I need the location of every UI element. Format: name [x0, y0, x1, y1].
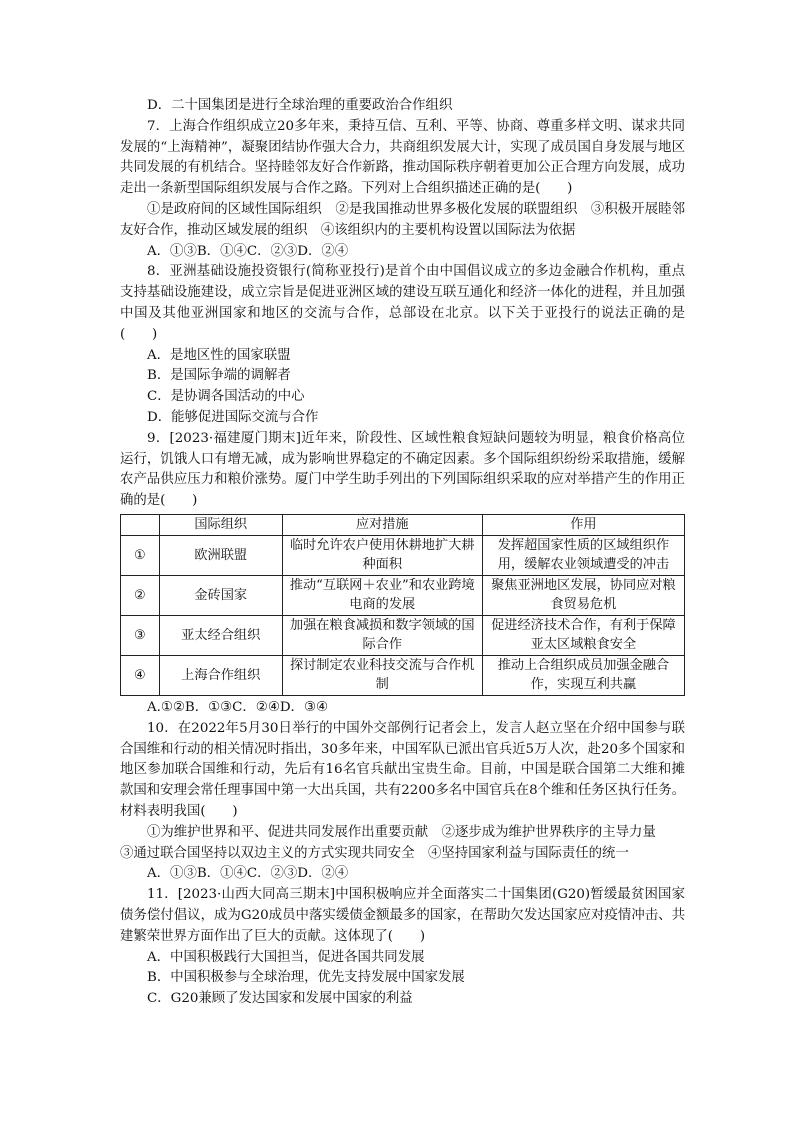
- table-cell: 金砖国家: [159, 575, 282, 615]
- q9-stem: 9．[2023·福建厦门期末]近年来，阶段性、区域性粮食短缺问题较为明显，粮食价格高位运行，饥饿人口有增无减，成为影响世界稳定的不确定因素。多个国际组织纷纷采取措施，缓解农产品供应压力和粮价涨势。厦门中学生助手列出的下列国际组织采取的应对举措产生的作用正确的是( ): [120, 430, 685, 509]
- q10-statements-2: ③通过联合国坚持以双边主义的方式实现共同安全 ④坚持国家利益与国际责任的统一: [120, 845, 629, 861]
- table-header-row: [121, 514, 685, 535]
- table-cell: 上海合作组织: [159, 655, 282, 695]
- q10-statements-1: ①为维护世界和平、促进共同发展作出重要贡献 ②逐步成为维护世界秩序的主导力量: [147, 824, 656, 840]
- q8-stem: 8．亚洲基础设施投资银行(简称亚投行)是首个由中国倡议成立的多边金融合作机构，重点支持基础设施建设，成立宗旨是促进亚洲区域的建设互联互通化和经济一体化的进程，并且加强中国及其他亚洲国家和地区的交流与合作，总部设在北京。以下关于亚投行的说法正确的是( ): [120, 264, 685, 342]
- q7-statements: ①是政府间的区域性国际组织 ②是我国推动世界多极化发展的联盟组织 ③积极开展睦邻友好合作，推动区域发展的组织 ④该组织内的主要机构设置以国际法为依据: [120, 201, 685, 238]
- table-header-cell: 应对措施: [282, 514, 482, 535]
- table-cell: 推动“互联网＋农业”和农业跨境电商的发展: [282, 575, 482, 615]
- q10-stem: 10．在2022年5月30日举行的中国外交部例行记者会上，发言人赵立坚在介绍中国参与联合国维和行动的相关情况时指出，30多年来，中国军队已派出官兵近5万人次，赴20多个国家和地区参加联合国维和行动，先后有16名官兵献出宝贵生命。目前，中国是联合国第二大维和摊款国和安理会常任理事国中第一大出兵国，共有2200多名中国官兵在8个维和任务区执行任务。材料表明我国( ): [120, 720, 685, 819]
- q11-option-b: B．中国积极参与全球治理，优先支持发展中国家发展: [147, 970, 465, 986]
- q11-stem: 11．[2023·山西大同高三期末]中国积极响应并全面落实二十国集团(G20)暂缓最贫困国家债务偿付倡议，成为G20成员中落实缓债金额最多的国家，在帮助欠发达国家应对疫情冲击、共建繁荣世界方面作出了巨大的贡献。这体现了( ): [120, 887, 685, 944]
- document-content: [120, 96, 685, 1010]
- table-cell: 欧洲联盟: [159, 535, 282, 575]
- table-cell: 亚太经合组织: [159, 615, 282, 655]
- q6-option-d: D．二十国集团是进行全球治理的重要政治合作组织: [147, 98, 453, 113]
- table-cell: ②: [121, 575, 160, 615]
- q11-option-c: C．G20兼顾了发达国家和发展中国家的利益: [147, 991, 413, 1007]
- table-header-cell: 作用: [482, 514, 684, 535]
- table-cell: ③: [121, 615, 160, 655]
- table-cell: 加强在粮食减损和数字领域的国际合作: [282, 615, 482, 655]
- q10-choices: A．①③B．①④C．②③D．②④: [147, 866, 349, 882]
- table-cell: 促进经济技术合作，有利于保障亚太区域粮食安全: [482, 615, 684, 655]
- table-row: [121, 575, 685, 615]
- q7-stem: 7．上海合作组织成立20多年来，秉持互信、互利、平等、协商、尊重多样文明、谋求共同发展的“上海精神”，凝聚团结协作强大合力，共商组织发展大计，实现了成员国自身发展与地区共同发展的有机结合。坚持睦邻友好合作新路，推动国际秩序朝着更加公正合理方向发展，成功走出一条新型国际组织发展与合作之路。下列对上合组织描述正确的是( ): [120, 118, 685, 197]
- q7-choices: A．①③B．①④C．②③D．②④: [147, 243, 349, 259]
- table-row: [121, 615, 685, 655]
- table-header-cell: 国际组织: [159, 514, 282, 535]
- table-cell: 发挥超国家性质的区域组织作用，缓解农业领域遭受的冲击: [482, 535, 684, 575]
- q8-option-a: A．是地区性的国家联盟: [147, 347, 291, 363]
- table-cell: 聚焦亚洲地区发展，协同应对粮食贸易危机: [482, 575, 684, 615]
- table-cell: 探讨制定农业科技交流与合作机制: [282, 655, 482, 695]
- q8-option-b: B．是国际争端的调解者: [147, 368, 291, 384]
- q8-option-c: C．是协调各国活动的中心: [147, 389, 305, 405]
- table-cell: 临时允许农户使用休耕地扩大耕种面积: [282, 535, 482, 575]
- q8-option-d: D．能够促进国际交流与合作: [147, 409, 319, 425]
- q11-option-a: A．中国积极践行大国担当，促进各国共同发展: [147, 949, 425, 965]
- q9-table: [120, 514, 685, 696]
- table-cell: 推动上合组织成员加强金融合作，实现互利共赢: [482, 655, 684, 695]
- table-row: [121, 535, 685, 575]
- table-header-cell: [121, 514, 160, 535]
- q9-choices: A.①②B．①③C．②④D．③④: [147, 699, 328, 715]
- table-cell: ④: [121, 655, 160, 695]
- table-row: [121, 655, 685, 695]
- table-cell: ①: [121, 535, 160, 575]
